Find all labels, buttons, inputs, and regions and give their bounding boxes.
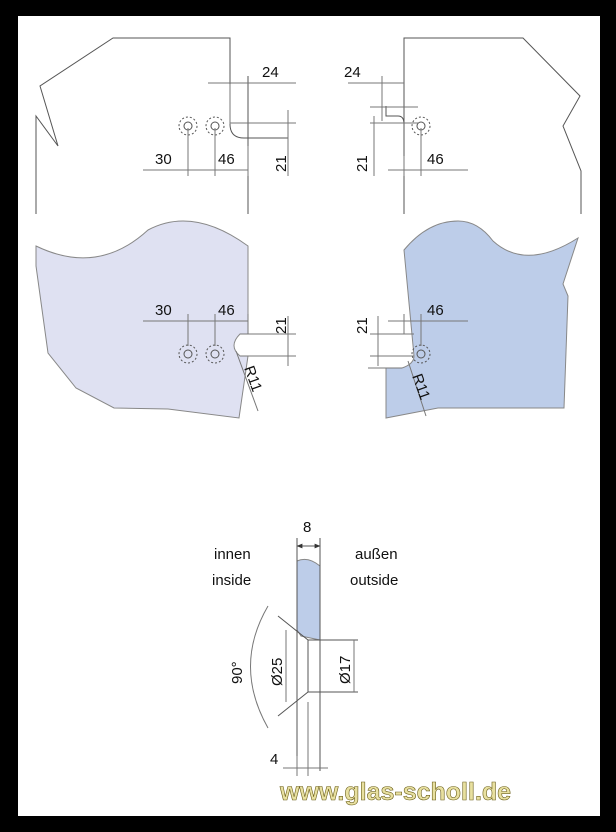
section-step: 4 (270, 751, 279, 768)
section-dia-inner: Ø17 (337, 655, 354, 684)
section-thickness: 8 (303, 519, 312, 536)
mid-right-dim-21: 21 (354, 317, 371, 334)
top-left-dim-46: 46 (218, 151, 235, 168)
top-right-panel (348, 38, 581, 214)
watermark: www.glas-scholl.de (280, 778, 512, 806)
section-angle: 90° (229, 661, 246, 684)
inner-label-de: innen (214, 546, 251, 563)
top-right-dim-21: 21 (354, 155, 371, 172)
section-dia-outer: Ø25 (269, 657, 286, 686)
top-right-dim-46: 46 (427, 151, 444, 168)
mid-left-dim-21: 21 (273, 317, 290, 334)
drawing-sheet (18, 16, 600, 816)
mid-right-dim-46: 46 (427, 302, 444, 319)
top-right-dim-24: 24 (344, 64, 361, 81)
outer-label-de: außen (355, 546, 398, 563)
mid-left-dim-46: 46 (218, 302, 235, 319)
mid-right-radius: R11 (408, 371, 434, 403)
top-left-dim-30: 30 (155, 151, 172, 168)
top-left-dim-21: 21 (273, 155, 290, 172)
top-left-dim-24: 24 (262, 64, 279, 81)
technical-drawing (18, 16, 600, 816)
mid-left-radius: R11 (240, 363, 266, 395)
inner-label-en: inside (212, 572, 252, 589)
top-left-panel (36, 38, 296, 214)
outer-label-en: outside (350, 572, 399, 589)
mid-left-dim-30: 30 (155, 302, 172, 319)
mid-right-panel (368, 221, 578, 418)
